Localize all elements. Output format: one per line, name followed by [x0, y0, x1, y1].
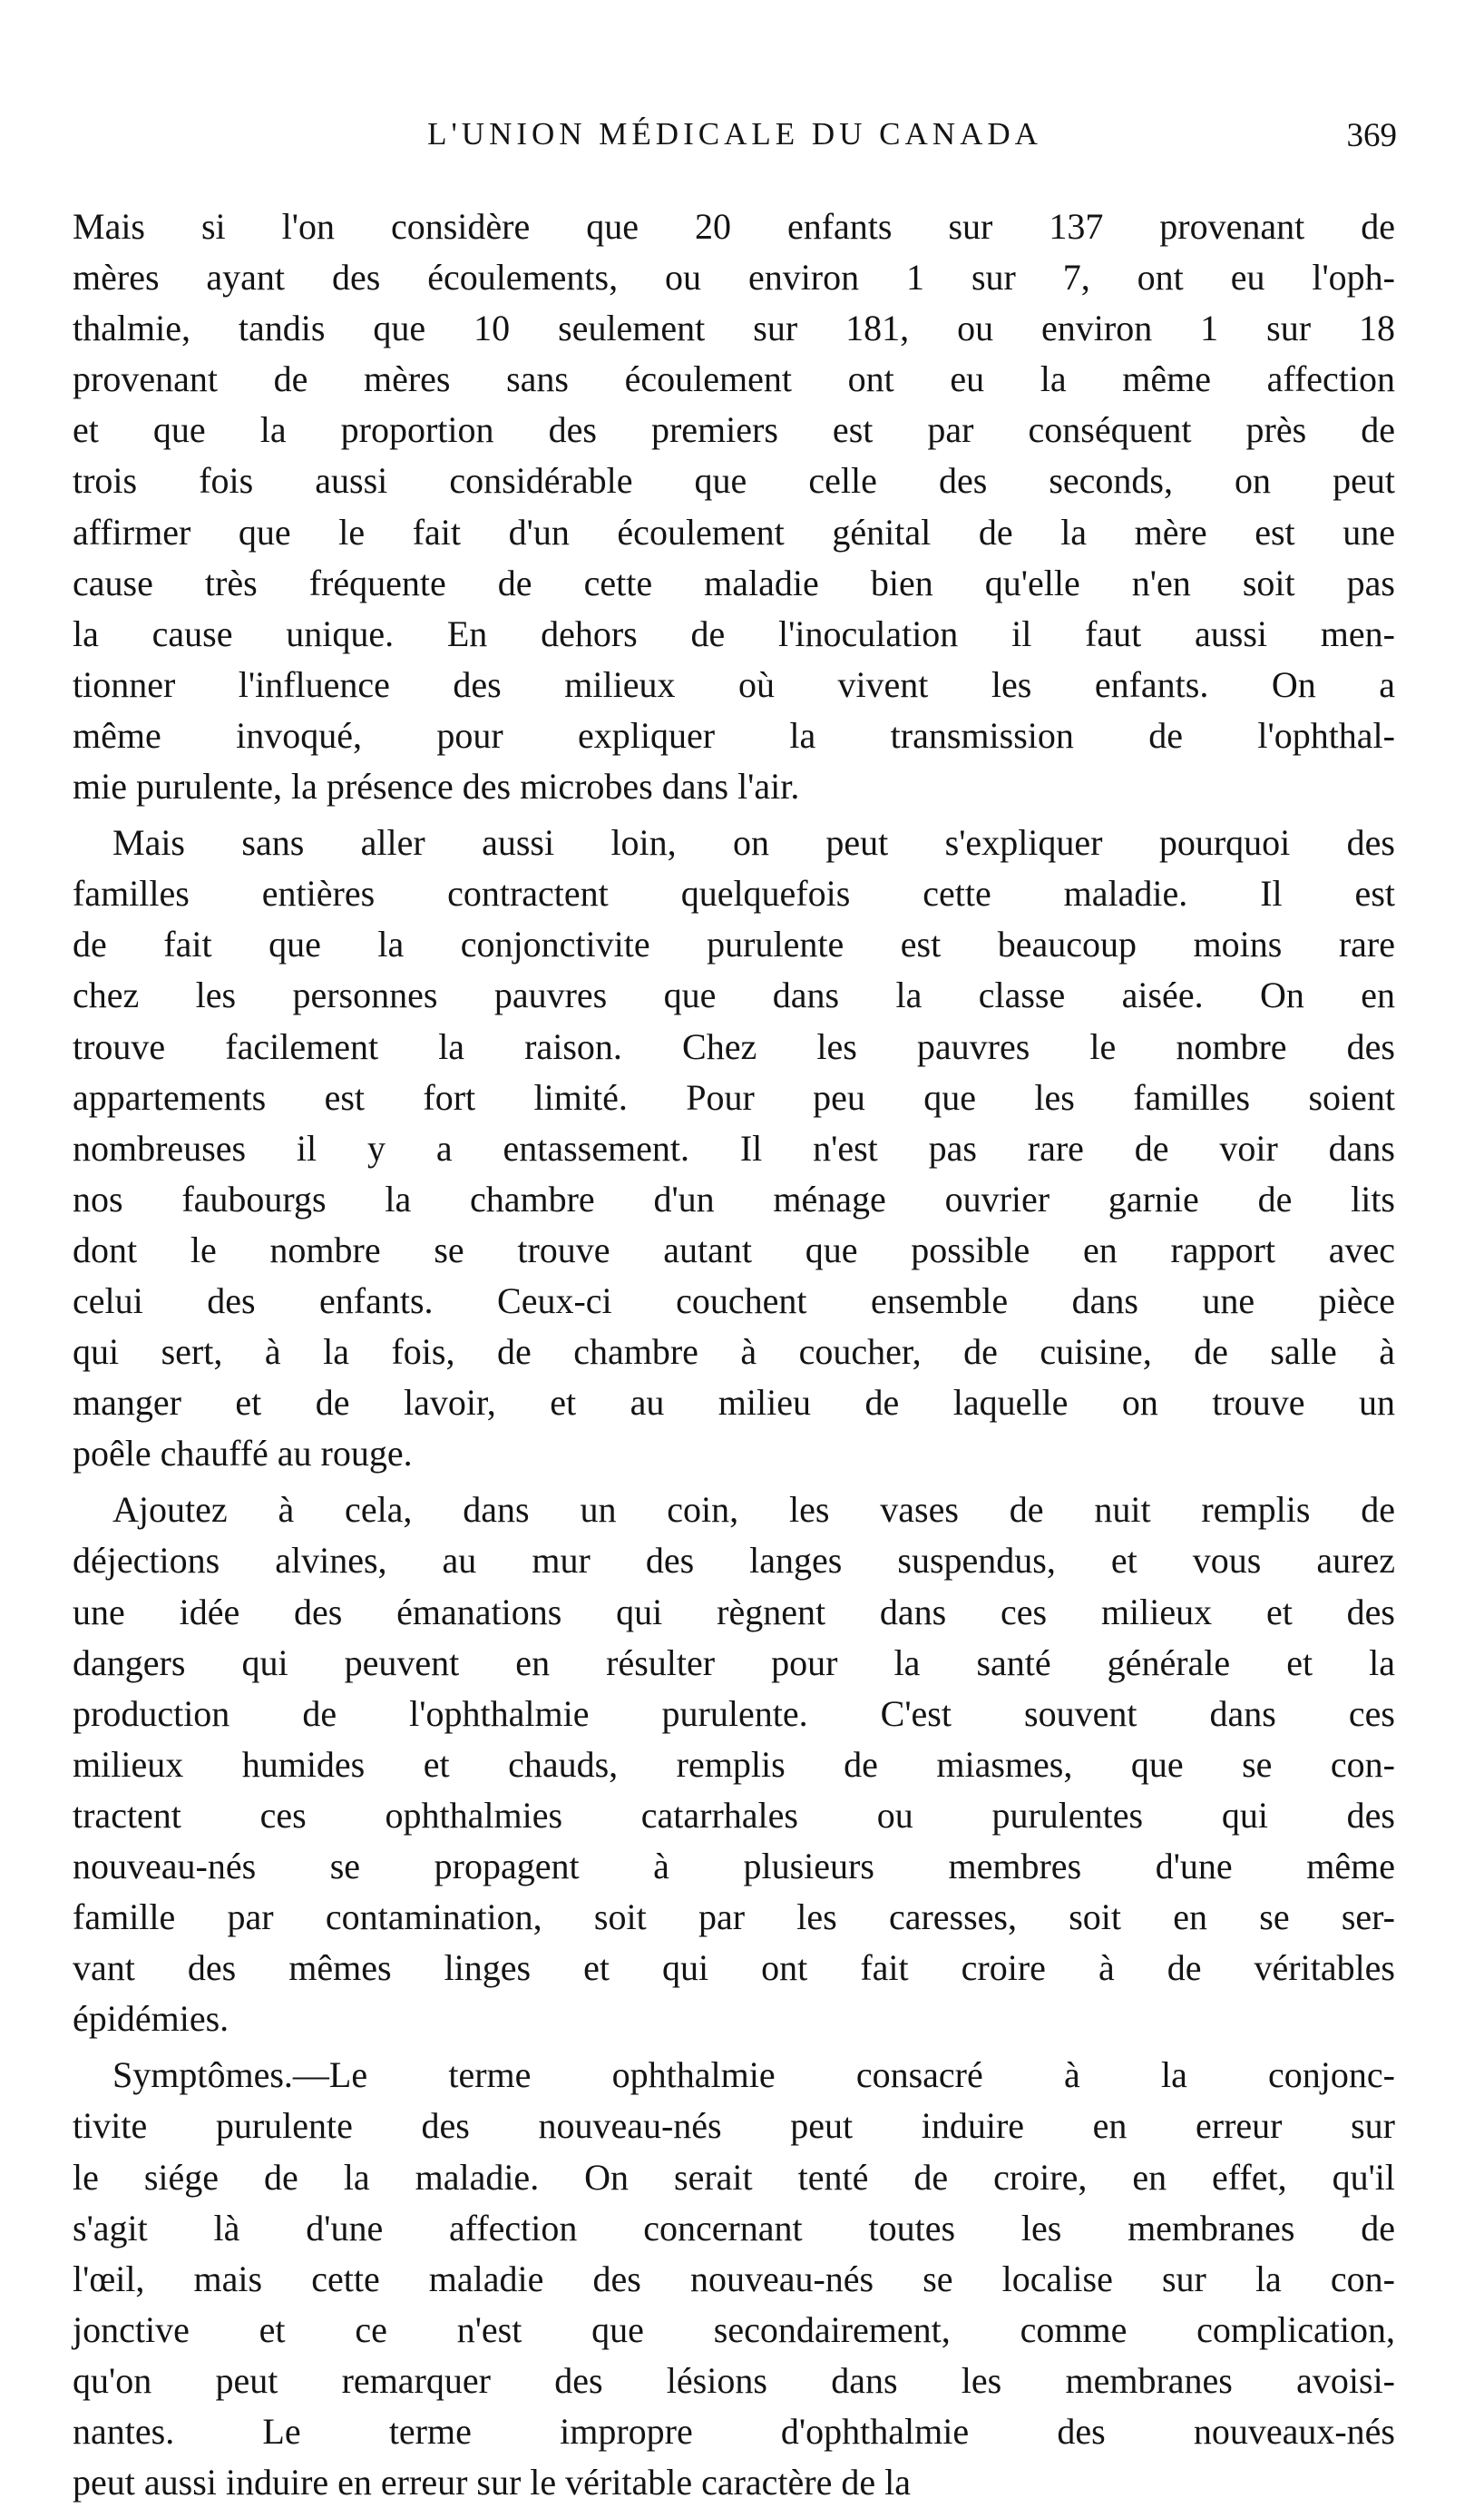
text-line: s'agit là d'une affection concernant toutes les membranes de	[73, 2207, 1395, 2248]
text-line: déjections alvines, au mur des langes suspendus, et vous aurez	[73, 1540, 1395, 1582]
text-line: peut aussi induire en erreur sur le véritable caractère de la	[73, 2462, 911, 2503]
text-line: provenant de mères sans écoulement ont eu la même affection	[73, 358, 1395, 400]
text-line: manger et de lavoir, et au milieu de laquelle on trouve un	[73, 1382, 1395, 1424]
text-line: tionner l'influence des milieux où vivent les enfants. On a	[73, 663, 1395, 705]
text-line: famille par contamination, soit par les caresses, soit en se ser-	[73, 1896, 1395, 1938]
text-line: mie purulente, la présence des microbes dans l'air.	[73, 766, 800, 808]
text-line: production de l'ophthalmie purulente. C'est souvent dans ces	[73, 1692, 1395, 1734]
text-line: tractent ces ophthalmies catarrhales ou purulentes qui des	[73, 1794, 1395, 1836]
text-line: dont le nombre se trouve autant que possible en rapport avec	[73, 1229, 1395, 1270]
text-line: trois fois aussi considérable que celle des seconds, on peut	[73, 460, 1395, 502]
text-line: jonctive et ce n'est que secondairement, comme complication,	[73, 2308, 1395, 2350]
text-line: nos faubourgs la chambre d'un ménage ouvrier garnie de lits	[73, 1178, 1395, 1220]
text-line: trouve facilement la raison. Chez les pauvres le nombre des	[73, 1025, 1395, 1067]
paragraph	[73, 1484, 1395, 2044]
text-line: milieux humides et chauds, remplis de miasmes, que se con-	[73, 1743, 1395, 1785]
text-line: une idée des émanations qui règnent dans ces milieux et des	[73, 1591, 1395, 1632]
text-line: dangers qui peuvent en résulter pour la santé générale et la	[73, 1641, 1395, 1683]
text-line: Symptômes.—Le terme ophthalmie consacré à la conjonc-	[112, 2054, 1395, 2096]
text-line: qui sert, à la fois, de chambre à coucher, de cuisine, de salle à	[73, 1331, 1395, 1373]
page-number: 369	[1346, 117, 1397, 154]
text-line: affirmer que le fait d'un écoulement génital de la mère est une	[73, 511, 1395, 553]
text-line: familles entières contractent quelquefois cette maladie. Il est	[73, 873, 1395, 915]
text-line: mères ayant des écoulements, ou environ 1 sur 7, ont eu l'oph-	[73, 257, 1395, 299]
paragraph	[73, 201, 1395, 812]
text-line: nantes. Le terme impropre d'ophthalmie des nouveaux-nés	[73, 2411, 1395, 2453]
journal-title: L'UNION MÉDICALE DU CANADA	[427, 116, 1042, 152]
text-line: qu'on peut remarquer des lésions dans les membranes avoisi-	[73, 2359, 1395, 2401]
text-line: cause très fréquente de cette maladie bien qu'elle n'en soit pas	[73, 562, 1395, 603]
text-line: tivite purulente des nouveau-nés peut induire en erreur sur	[73, 2105, 1395, 2147]
text-line: chez les personnes pauvres que dans la classe aisée. On en	[73, 975, 1395, 1016]
text-line: nombreuses il y a entassement. Il n'est pas rare de voir dans	[73, 1127, 1395, 1169]
text-line: le siége de la maladie. On serait tenté de croire, en effet, qu'il	[73, 2156, 1395, 2198]
text-line: même invoqué, pour expliquer la transmission de l'ophthal-	[73, 714, 1395, 756]
text-line: la cause unique. En dehors de l'inoculation il faut aussi men-	[73, 612, 1395, 654]
text-line: poêle chauffé au rouge.	[73, 1433, 413, 1474]
text-line: l'œil, mais cette maladie des nouveau-nés se localise sur la con-	[73, 2258, 1395, 2299]
text-line: appartements est fort limité. Pour peu que les familles soient	[73, 1076, 1395, 1118]
text-line: thalmie, tandis que 10 seulement sur 181, ou environ 1 sur 18	[73, 308, 1395, 349]
text-line: épidémies.	[73, 1998, 229, 2040]
paragraph	[73, 2050, 1395, 2508]
text-line: nouveau-nés se propagent à plusieurs membres d'une même	[73, 1846, 1395, 1886]
text-line: Mais sans aller aussi loin, on peut s'expliquer pourquoi des	[112, 822, 1395, 864]
text-line: Ajoutez à cela, dans un coin, les vases de nuit remplis de	[112, 1489, 1395, 1531]
text-line: Mais si l'on considère que 20 enfants sur 137 provenant de	[73, 206, 1395, 247]
text-line: et que la proportion des premiers est par conséquent près de	[73, 409, 1395, 451]
text-line: de fait que la conjonctivite purulente est beaucoup moins rare	[73, 924, 1395, 965]
body-text	[73, 201, 1395, 2508]
running-head	[73, 116, 1397, 162]
paragraph	[73, 818, 1395, 1479]
text-line: celui des enfants. Ceux-ci couchent ensemble dans une pièce	[73, 1279, 1395, 1321]
text-line: vant des mêmes linges et qui ont fait croire à de véritables	[73, 1947, 1395, 1989]
